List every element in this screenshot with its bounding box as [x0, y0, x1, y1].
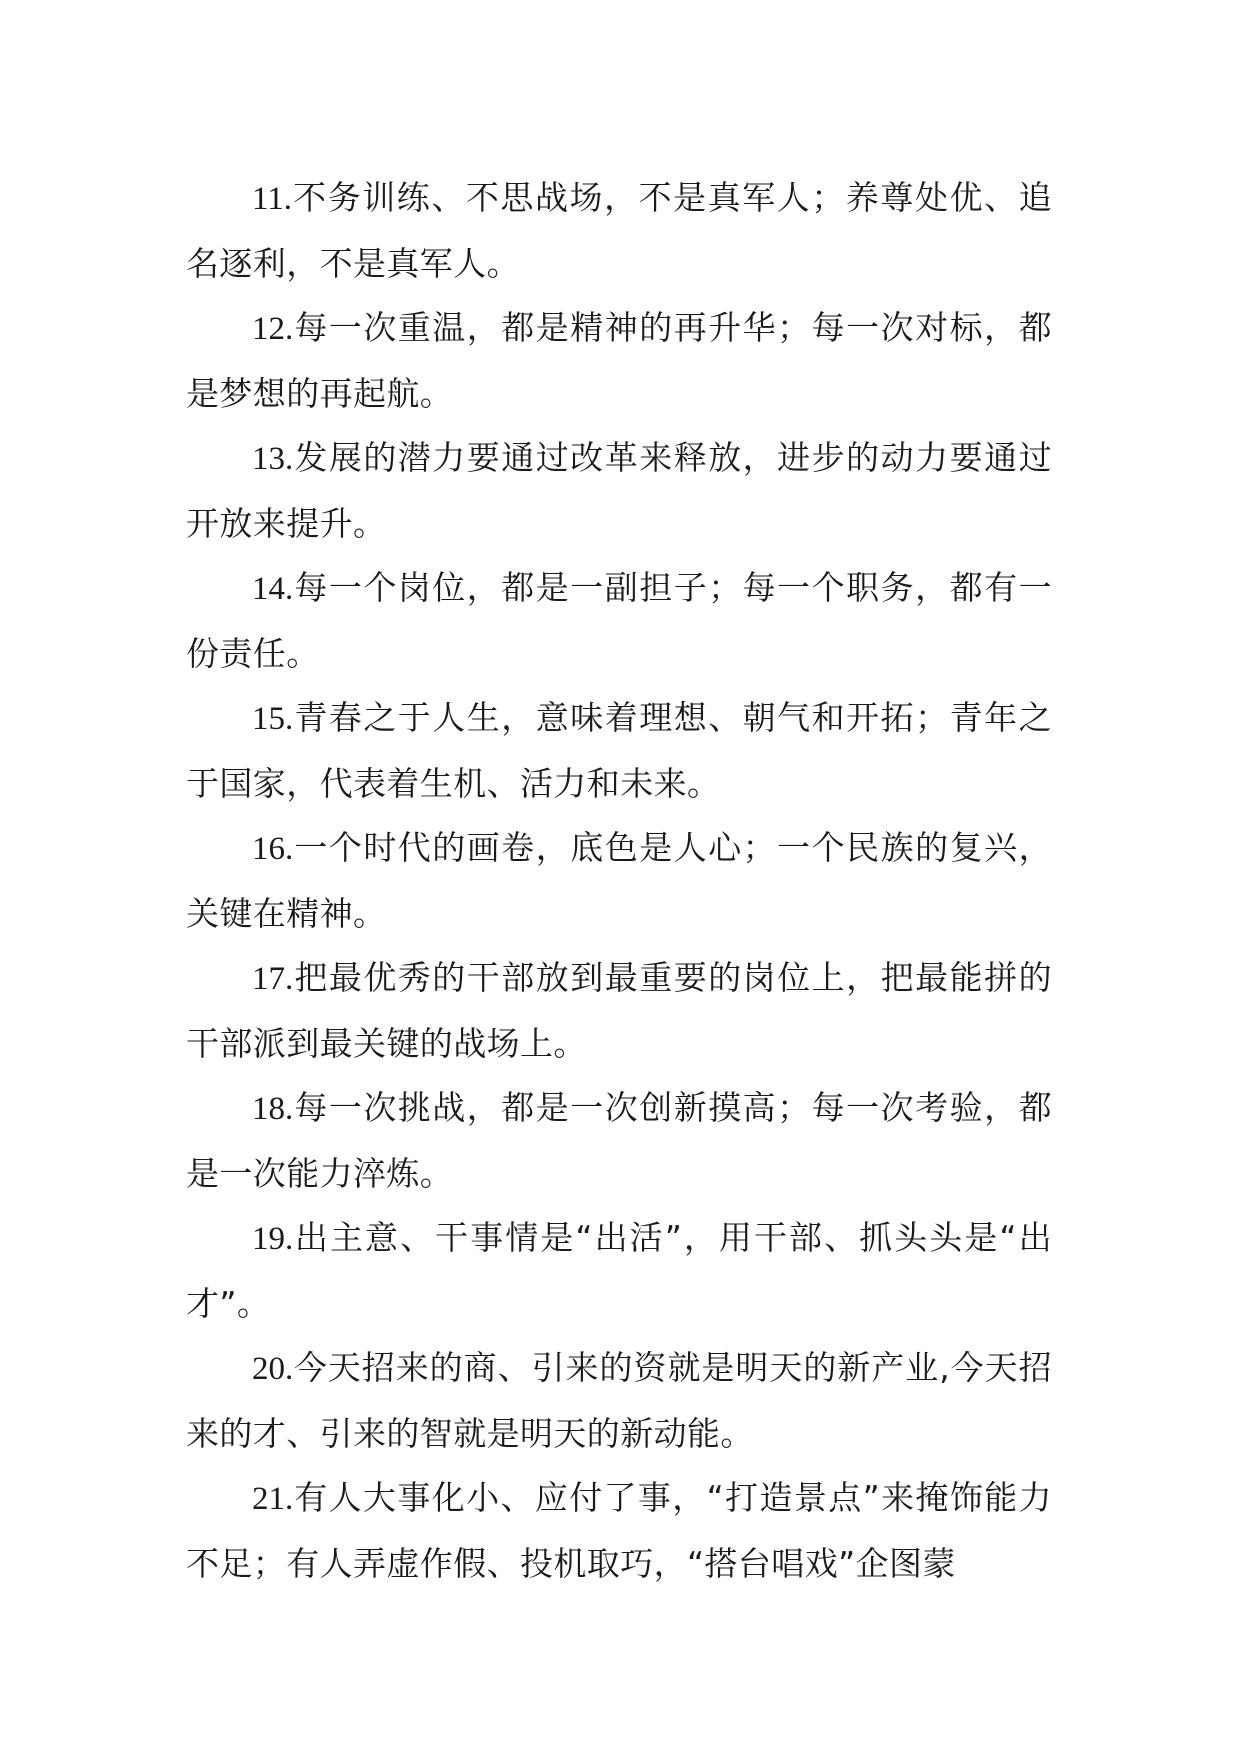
item-number: 16.	[252, 831, 294, 867]
list-item	[186, 1466, 1052, 1596]
item-number: 15.	[252, 701, 294, 737]
item-number: 19.	[252, 1221, 294, 1257]
list-item	[186, 946, 1052, 1076]
item-number: 20.	[252, 1351, 294, 1387]
item-number: 12.	[252, 311, 294, 347]
item-text: 发展的潜力要通过改革来释放，进步的动力要通过开放来提升。	[186, 438, 1052, 543]
list-item	[186, 426, 1052, 556]
item-number: 18.	[252, 1091, 294, 1127]
list-item	[186, 1336, 1052, 1466]
list-item	[186, 166, 1052, 296]
item-number: 14.	[252, 571, 294, 607]
list-item	[186, 686, 1052, 816]
item-text: 今天招来的商、引来的资就是明天的新产业,今天招来的才、引来的智就是明天的新动能。	[186, 1348, 1052, 1453]
item-text: 有人大事化小、应付了事，“打造景点”来掩饰能力不足；有人弄虚作假、投机取巧，“搭台唱戏”企图蒙	[186, 1478, 1052, 1583]
list-item	[186, 556, 1052, 686]
list-item	[186, 1076, 1052, 1206]
item-text: 每一次重温，都是精神的再升华；每一次对标，都是梦想的再起航。	[186, 308, 1052, 413]
item-text: 一个时代的画卷，底色是人心；一个民族的复兴，关键在精神。	[186, 828, 1052, 933]
item-number: 17.	[252, 961, 294, 997]
item-number: 11.	[252, 181, 293, 217]
item-text: 出主意、干事情是“出活”，用干部、抓头头是“出才”。	[186, 1218, 1052, 1323]
item-number: 13.	[252, 441, 294, 477]
item-text: 青春之于人生，意味着理想、朝气和开拓；青年之于国家，代表着生机、活力和未来。	[186, 698, 1052, 803]
item-text: 不务训练、不思战场，不是真军人；养尊处优、追名逐利，不是真军人。	[186, 178, 1052, 283]
item-text: 每一个岗位，都是一副担子；每一个职务，都有一份责任。	[186, 568, 1052, 673]
list-item	[186, 816, 1052, 946]
list-item	[186, 1206, 1052, 1336]
list-item	[186, 296, 1052, 426]
document-body	[186, 166, 1052, 1596]
item-text: 每一次挑战，都是一次创新摸高；每一次考验，都是一次能力淬炼。	[186, 1088, 1052, 1193]
item-number: 21.	[252, 1481, 294, 1517]
item-text: 把最优秀的干部放到最重要的岗位上，把最能拼的干部派到最关键的战场上。	[186, 958, 1052, 1063]
